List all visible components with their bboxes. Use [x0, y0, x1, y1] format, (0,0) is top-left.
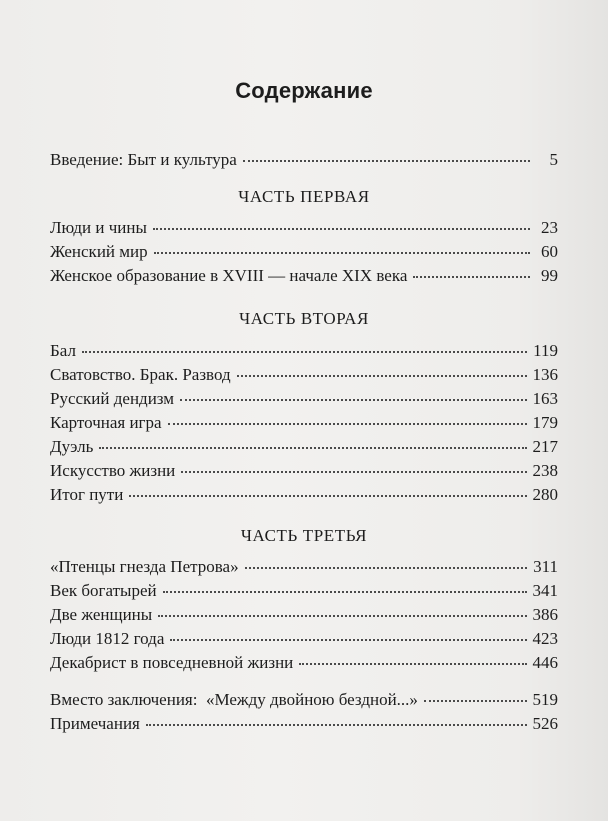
toc-entry-label: Карточная игра [50, 413, 162, 432]
dot-leader [299, 662, 526, 665]
toc-entry-label: Введение: Быт и культура [50, 150, 237, 169]
toc-entry-notes[interactable] [50, 714, 558, 738]
toc-entry-page: 341 [532, 581, 558, 600]
toc-entry-page: 311 [533, 557, 558, 576]
page-title: Содержание [235, 78, 373, 103]
toc-entry[interactable] [50, 437, 558, 461]
toc-entry[interactable] [50, 605, 558, 629]
dot-leader [163, 590, 527, 593]
toc-entry[interactable] [50, 413, 558, 437]
toc-entry[interactable] [50, 365, 558, 389]
toc-entry-page: 423 [532, 629, 558, 648]
toc-entry-intro[interactable] [50, 150, 558, 174]
toc-entry-label: Люди 1812 года [50, 629, 165, 648]
toc-entry[interactable] [50, 218, 558, 242]
toc-entry-label: Итог пути [50, 485, 124, 504]
toc-entry-label: Век богатырей [50, 581, 157, 600]
toc-entry[interactable] [50, 557, 558, 581]
toc-entry-label: Бал [50, 341, 76, 360]
part-heading: ЧАСТЬ ТРЕТЬЯ [240, 526, 368, 545]
dot-leader [99, 446, 526, 449]
toc-entry[interactable] [50, 629, 558, 653]
toc-entry-label: Вместо заключения: «Между двойною бездной...» [50, 690, 418, 709]
toc-entry-page: 136 [532, 365, 558, 384]
toc-entry-page: 446 [532, 653, 558, 672]
toc-entry-page: 217 [532, 437, 558, 456]
toc-entry-page: 163 [532, 389, 558, 408]
toc-entry-page: 5 [549, 150, 558, 169]
dot-leader [237, 374, 527, 377]
toc-entry-page: 99 [541, 266, 558, 285]
toc-entry-label: Примечания [50, 714, 140, 733]
toc-entry-page: 238 [532, 461, 558, 480]
toc-entry[interactable] [50, 485, 558, 509]
toc-entry[interactable] [50, 581, 558, 605]
toc-entry-page: 60 [541, 242, 558, 261]
toc-entry-page: 23 [541, 218, 558, 237]
toc-entry-label: Две женщины [50, 605, 153, 624]
dot-leader [146, 723, 527, 726]
dot-leader [181, 470, 526, 473]
toc-entry-label: Искусство жизни [50, 461, 176, 480]
toc-entry-page: 386 [532, 605, 558, 624]
part-heading: ЧАСТЬ ПЕРВАЯ [238, 187, 370, 206]
dot-leader [243, 159, 530, 162]
dot-leader [82, 350, 527, 353]
toc-entry-label: Люди и чины [50, 218, 147, 237]
toc-entry-label: Сватовство. Брак. Развод [50, 365, 231, 384]
dot-leader [170, 638, 526, 641]
toc-entry-page: 280 [532, 485, 558, 504]
toc-entry[interactable] [50, 266, 558, 290]
toc-entry-conclusion[interactable] [50, 690, 558, 714]
toc-entry-page: 179 [532, 413, 558, 432]
toc-entry-page: 519 [532, 690, 558, 709]
dot-leader [154, 251, 530, 254]
toc-entry[interactable] [50, 242, 558, 266]
toc-entry-label: Декабрист в повседневной жизни [50, 653, 294, 672]
dot-leader [158, 614, 526, 617]
toc-entry-label: «Птенцы гнезда Петрова» [50, 557, 239, 576]
toc-entry[interactable] [50, 389, 558, 413]
toc-entry-label: Русский дендизм [50, 389, 175, 408]
dot-leader [168, 422, 527, 425]
toc-entry-label: Женский мир [50, 242, 148, 261]
toc-entry[interactable] [50, 341, 558, 365]
dot-leader [424, 699, 527, 702]
toc-entry[interactable] [50, 461, 558, 485]
toc-entry-label: Дуэль [50, 437, 94, 456]
toc-entry[interactable] [50, 653, 558, 677]
dot-leader [413, 275, 530, 278]
toc-entry-label: Женское образование в XVIII — начале XIX века [50, 266, 408, 285]
dot-leader [245, 566, 528, 569]
dot-leader [180, 398, 526, 401]
dot-leader [153, 227, 530, 230]
toc-entry-page: 526 [532, 714, 558, 733]
toc-entry-page: 119 [533, 341, 558, 360]
dot-leader [129, 494, 526, 497]
part-heading: ЧАСТЬ ВТОРАЯ [239, 309, 369, 328]
